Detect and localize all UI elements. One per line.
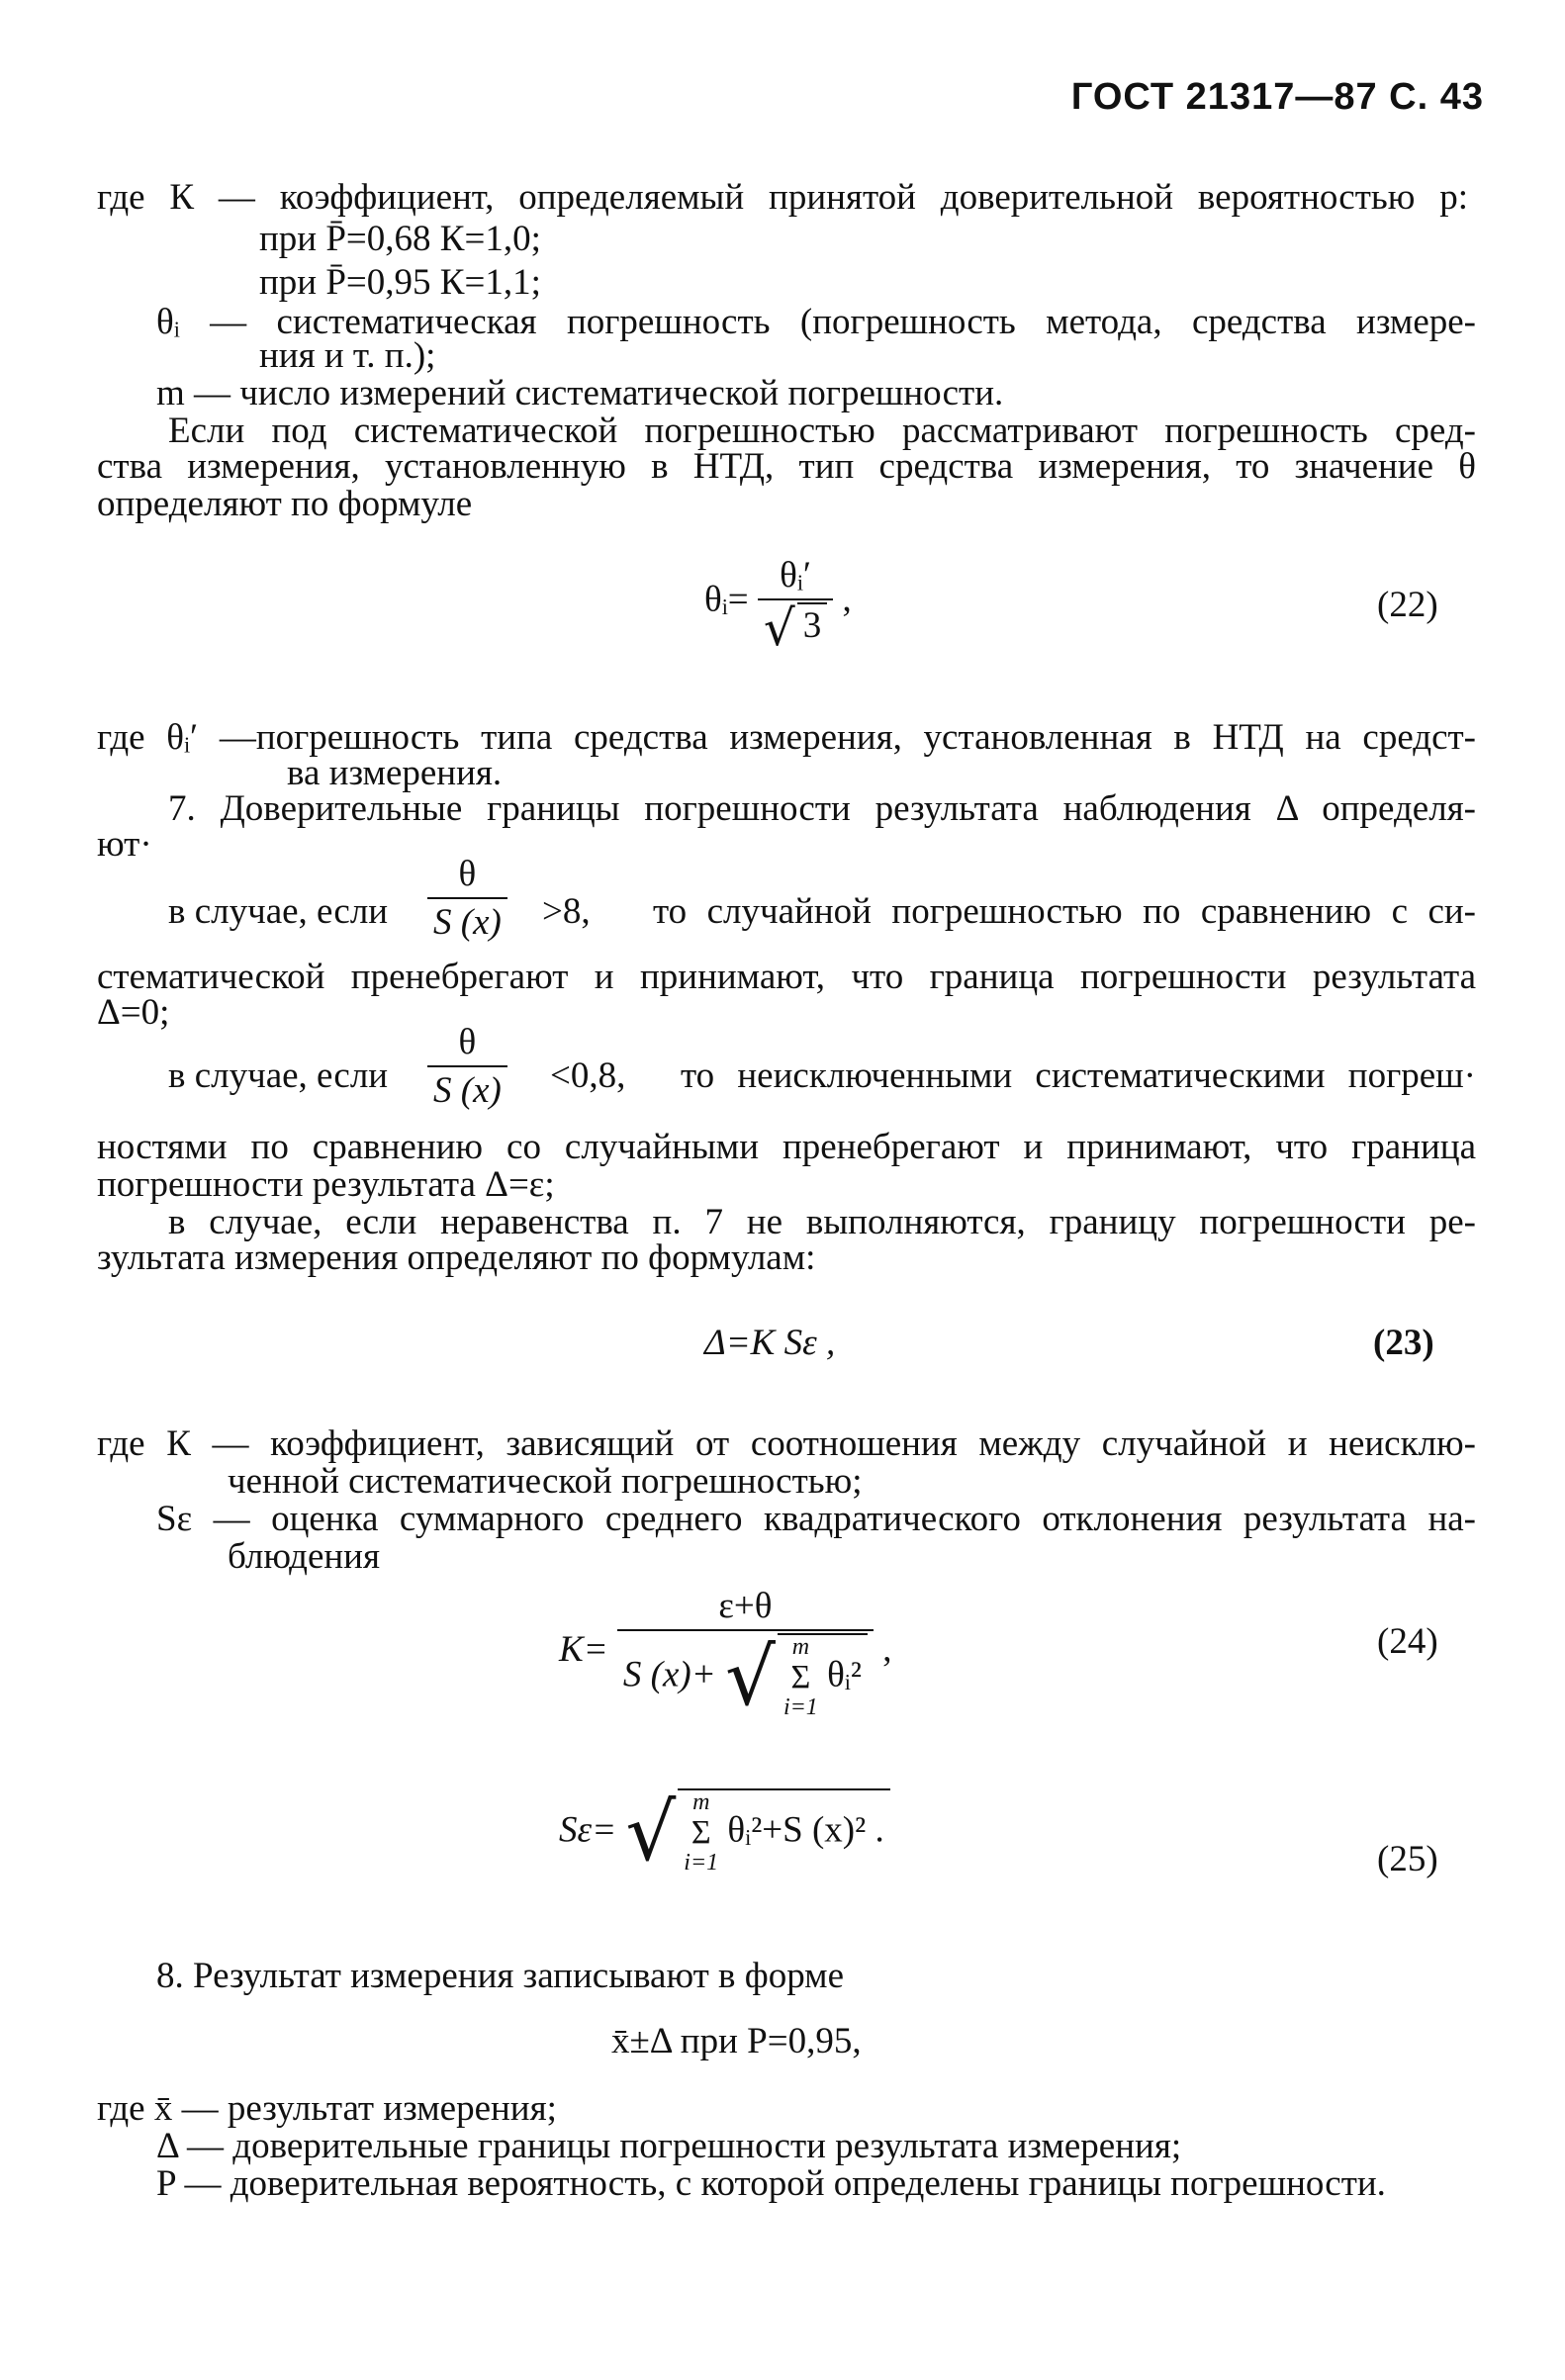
sum-upper: m — [791, 1634, 810, 1660]
equation-number: (25) — [1377, 1839, 1438, 1879]
definition-p: P — доверительная вероятность, с которой определены границы погрешности. — [156, 2163, 1386, 2204]
equation-lhs: K= — [559, 1629, 608, 1671]
equation-tail: , — [882, 1629, 892, 1671]
definition-theta: θᵢ — систематическая погрешность (погрешность метода, средства измере- — [156, 302, 1476, 342]
fraction — [758, 554, 833, 658]
equation-tail: , — [842, 579, 852, 620]
equation-23: Δ=K Sε , — [704, 1323, 836, 1363]
case-3-line-2: зультата измерения определяют по формулам: — [97, 1237, 816, 1278]
numerator: θ — [458, 1022, 477, 1062]
page-header: ГОСТ 21317—87 С. 43 — [1070, 76, 1484, 118]
equation-lhs: θᵢ= — [704, 579, 749, 620]
case-1-line-3: Δ=0; — [97, 992, 170, 1033]
numerator: θ — [458, 854, 477, 894]
sum-lower: i=1 — [782, 1693, 818, 1720]
definition-k: где К — коэффициент, зависящий от соотношения между случайной и неисклю- — [97, 1423, 1476, 1464]
numerator: ε+θ — [718, 1586, 773, 1626]
definition-k: где К — коэффициент, определяемый принятой доверительной вероятностью р: — [97, 177, 1468, 218]
item-7-heading-cont: ют· — [97, 824, 152, 865]
sum-term: θᵢ² — [827, 1654, 862, 1695]
sum-lower: i=1 — [684, 1849, 719, 1876]
definition-s-epsilon: Sε — оценка суммарного среднего квадратического отклонения результата на- — [156, 1499, 1476, 1539]
definition-k-cont: ченной систематической погрешностью; — [228, 1461, 863, 1502]
equation-number: (22) — [1377, 585, 1438, 625]
sqrt-sign: √ — [763, 599, 795, 658]
definition-theta-prime-cont: ва измерения. — [287, 753, 503, 793]
paragraph-line: определяют по формуле — [97, 484, 473, 524]
case-1-line-2: стематической пренебрегают и принимают, что граница погрешности результата — [97, 957, 1476, 997]
definition-theta-cont: ния и т. п.); — [259, 335, 436, 376]
equation-24 — [559, 1585, 892, 1724]
denominator — [617, 1629, 874, 1724]
measurement-result-formula: x̄±Δ при P=0,95, — [611, 2021, 862, 2061]
fraction — [617, 1585, 874, 1724]
definition-m: m — число измерений систематической погрешности. — [156, 373, 1004, 413]
item-8-heading: 8. Результат измерения записывают в форме — [156, 1956, 845, 1996]
case-1-pre: в случае, если — [168, 891, 389, 932]
sqrt-sign: √ — [724, 1631, 776, 1724]
equation-lhs: Sε= — [559, 1809, 617, 1851]
case-2-post: то неисключенными систематическими погреш· — [681, 1055, 1476, 1096]
equation-number: (24) — [1377, 1621, 1438, 1662]
radicand — [778, 1633, 868, 1720]
equation-number: (23) — [1373, 1323, 1434, 1363]
sum-sign: Σ — [790, 1659, 811, 1696]
definition-delta: Δ — доверительные границы погрешности результата измерения; — [156, 2126, 1182, 2166]
case-2-relation: <0,8, — [550, 1055, 626, 1096]
definition-k-case-2: при P̄=0,95 К=1,1; — [259, 262, 541, 303]
sum-term: θᵢ²+S (x)² . — [727, 1809, 884, 1851]
numerator: θᵢ′ — [780, 555, 812, 595]
item-7-heading: 7. Доверительные границы погрешности результата наблюдения Δ определя- — [168, 788, 1476, 829]
equation-25 — [559, 1786, 890, 1879]
case-2-fraction — [427, 1021, 507, 1112]
case-1-relation: >8, — [542, 891, 591, 932]
sum-operator — [684, 1790, 718, 1876]
sum-operator — [783, 1635, 818, 1720]
definition-theta-prime: где θᵢ′ —погрешность типа средства измерения, установленная в НТД на средст- — [97, 717, 1476, 758]
paragraph-line: ства измерения, установленную в НТД, тип средства измерения, то значение θ — [97, 446, 1476, 487]
paragraph-line: Если под систематической погрешностью рассматривают погрешность сред- — [168, 411, 1476, 451]
definition-s-epsilon-cont: блюдения — [228, 1536, 380, 1577]
case-2-line-2: ностями по сравнению со случайными пренебрегают и принимают, что граница — [97, 1127, 1476, 1167]
sqrt-sign: √ — [625, 1786, 677, 1879]
case-2-line-3: погрешности результата Δ=ε; — [97, 1164, 555, 1205]
equation-22 — [704, 554, 852, 658]
case-1-fraction — [427, 853, 507, 944]
denominator: S (x) — [427, 897, 507, 944]
radicand: 3 — [797, 602, 828, 647]
definition-x-bar: где x̄ — результат измерения; — [97, 2088, 557, 2129]
denominator — [758, 598, 833, 658]
sum-upper: m — [692, 1789, 710, 1815]
radicand — [678, 1788, 889, 1876]
denominator-term: S (x)+ — [622, 1654, 716, 1695]
case-1-post: то случайной погрешностью по сравнению с си- — [653, 891, 1476, 932]
case-2-pre: в случае, если — [168, 1055, 389, 1096]
denominator: S (x) — [427, 1065, 507, 1112]
definition-k-case-1: при P̄=0,68 К=1,0; — [259, 219, 541, 259]
case-3-line-1: в случае, если неравенства п. 7 не выполняются, границу погрешности ре- — [168, 1202, 1476, 1242]
sum-sign: Σ — [690, 1814, 711, 1852]
